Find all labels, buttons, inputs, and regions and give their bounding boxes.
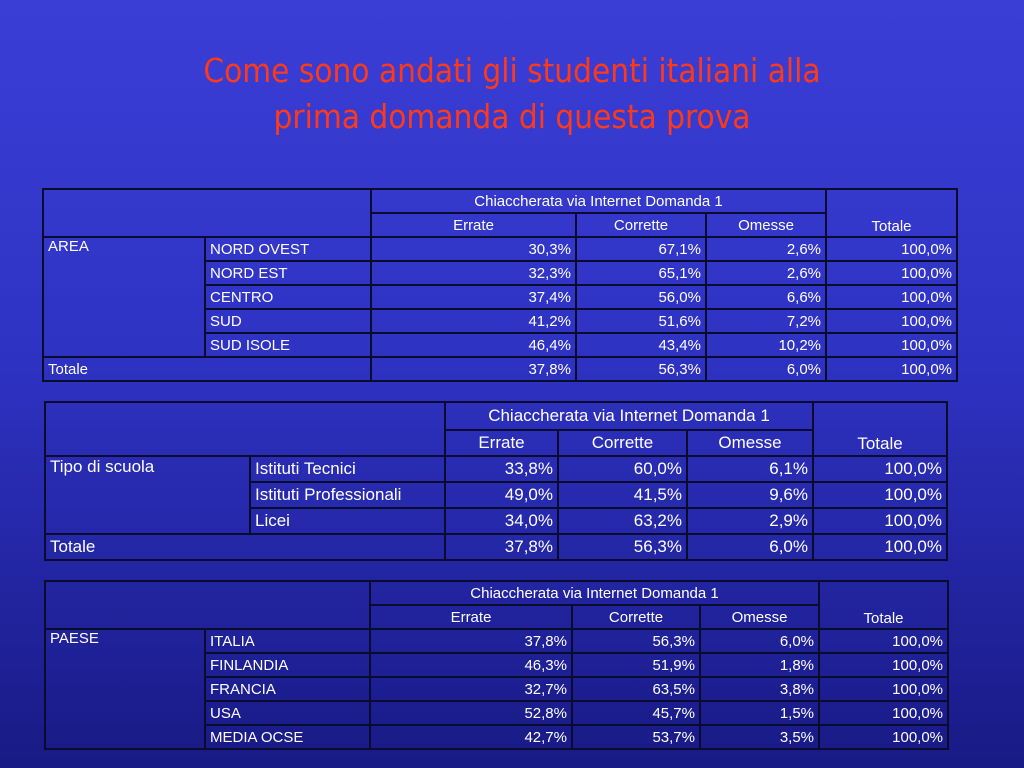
total-row bbox=[43, 357, 957, 381]
cell-corrette: 53,7% bbox=[572, 725, 700, 749]
row-label: SUD ISOLE bbox=[205, 333, 371, 357]
country-table bbox=[44, 580, 949, 750]
column-header-omesse: Omesse bbox=[700, 605, 819, 629]
total-header: Totale bbox=[819, 581, 948, 629]
cell-omesse: 9,6% bbox=[687, 482, 813, 508]
row-label: Istituti Tecnici bbox=[250, 456, 445, 482]
cell-totale: 100,0% bbox=[819, 629, 948, 653]
row-label: USA bbox=[205, 701, 370, 725]
cell-totale: 100,0% bbox=[826, 261, 957, 285]
row-label: Istituti Professionali bbox=[250, 482, 445, 508]
cell-corrette: 51,9% bbox=[572, 653, 700, 677]
cell-omesse: 3,5% bbox=[700, 725, 819, 749]
cell-omesse: 7,2% bbox=[706, 309, 826, 333]
column-header-corrette: Corrette bbox=[572, 605, 700, 629]
cell-totale: 100,0% bbox=[826, 309, 957, 333]
cell-omesse: 2,6% bbox=[706, 261, 826, 285]
slide-title bbox=[123, 48, 901, 140]
corner-cell bbox=[43, 189, 371, 237]
cell-corrette: 56,3% bbox=[558, 534, 687, 560]
cell-corrette: 60,0% bbox=[558, 456, 687, 482]
cell-totale: 100,0% bbox=[819, 701, 948, 725]
cell-omesse: 1,5% bbox=[700, 701, 819, 725]
school-type-table bbox=[44, 401, 948, 561]
cell-errate: 46,4% bbox=[371, 333, 576, 357]
cell-omesse: 6,0% bbox=[706, 357, 826, 381]
column-header-omesse: Omesse bbox=[706, 213, 826, 237]
table-header-row bbox=[43, 189, 957, 213]
column-header-errate: Errate bbox=[445, 430, 558, 456]
cell-errate: 34,0% bbox=[445, 508, 558, 534]
cell-omesse: 3,8% bbox=[700, 677, 819, 701]
row-label: MEDIA OCSE bbox=[205, 725, 370, 749]
row-label: ITALIA bbox=[205, 629, 370, 653]
group-header: Chiaccherata via Internet Domanda 1 bbox=[445, 402, 813, 430]
dimension-label: AREA bbox=[43, 237, 205, 357]
cell-errate: 37,8% bbox=[370, 629, 572, 653]
cell-omesse: 6,6% bbox=[706, 285, 826, 309]
table-row bbox=[45, 629, 948, 653]
cell-omesse: 10,2% bbox=[706, 333, 826, 357]
cell-totale: 100,0% bbox=[826, 333, 957, 357]
dimension-label: Tipo di scuola bbox=[45, 456, 250, 534]
column-header-omesse: Omesse bbox=[687, 430, 813, 456]
table-row bbox=[43, 237, 957, 261]
group-header: Chiaccherata via Internet Domanda 1 bbox=[370, 581, 819, 605]
cell-errate: 30,3% bbox=[371, 237, 576, 261]
cell-totale: 100,0% bbox=[813, 456, 947, 482]
cell-errate: 49,0% bbox=[445, 482, 558, 508]
total-header: Totale bbox=[826, 189, 957, 237]
slide-title-line-1: Come sono andati gli studenti italiani alla bbox=[203, 51, 821, 90]
cell-errate: 32,7% bbox=[370, 677, 572, 701]
row-label: NORD EST bbox=[205, 261, 371, 285]
cell-corrette: 41,5% bbox=[558, 482, 687, 508]
cell-corrette: 56,3% bbox=[576, 357, 706, 381]
cell-omesse: 6,0% bbox=[687, 534, 813, 560]
group-header: Chiaccherata via Internet Domanda 1 bbox=[371, 189, 826, 213]
cell-errate: 37,4% bbox=[371, 285, 576, 309]
table-header-row bbox=[45, 581, 948, 605]
cell-errate: 37,8% bbox=[371, 357, 576, 381]
area-table bbox=[42, 188, 958, 382]
corner-cell bbox=[45, 402, 445, 456]
cell-corrette: 63,5% bbox=[572, 677, 700, 701]
row-label: FINLANDIA bbox=[205, 653, 370, 677]
cell-totale: 100,0% bbox=[813, 534, 947, 560]
row-label: CENTRO bbox=[205, 285, 371, 309]
cell-corrette: 67,1% bbox=[576, 237, 706, 261]
cell-errate: 32,3% bbox=[371, 261, 576, 285]
cell-errate: 37,8% bbox=[445, 534, 558, 560]
cell-corrette: 63,2% bbox=[558, 508, 687, 534]
table-row bbox=[45, 456, 947, 482]
cell-totale: 100,0% bbox=[819, 653, 948, 677]
row-label: FRANCIA bbox=[205, 677, 370, 701]
cell-corrette: 56,0% bbox=[576, 285, 706, 309]
row-label: Licei bbox=[250, 508, 445, 534]
cell-corrette: 65,1% bbox=[576, 261, 706, 285]
corner-cell bbox=[45, 581, 370, 629]
cell-errate: 42,7% bbox=[370, 725, 572, 749]
cell-corrette: 45,7% bbox=[572, 701, 700, 725]
cell-errate: 46,3% bbox=[370, 653, 572, 677]
cell-totale: 100,0% bbox=[813, 508, 947, 534]
cell-errate: 33,8% bbox=[445, 456, 558, 482]
slide-title-line-2: prima domanda di questa prova bbox=[273, 97, 751, 136]
total-header: Totale bbox=[813, 402, 947, 456]
cell-omesse: 6,0% bbox=[700, 629, 819, 653]
cell-errate: 52,8% bbox=[370, 701, 572, 725]
row-label: NORD OVEST bbox=[205, 237, 371, 261]
cell-totale: 100,0% bbox=[826, 285, 957, 309]
column-header-errate: Errate bbox=[371, 213, 576, 237]
cell-omesse: 2,9% bbox=[687, 508, 813, 534]
cell-totale: 100,0% bbox=[813, 482, 947, 508]
total-row bbox=[45, 534, 947, 560]
cell-totale: 100,0% bbox=[819, 677, 948, 701]
cell-corrette: 43,4% bbox=[576, 333, 706, 357]
total-row-label: Totale bbox=[43, 357, 371, 381]
total-row-label: Totale bbox=[45, 534, 445, 560]
cell-totale: 100,0% bbox=[826, 237, 957, 261]
row-label: SUD bbox=[205, 309, 371, 333]
cell-omesse: 2,6% bbox=[706, 237, 826, 261]
cell-omesse: 1,8% bbox=[700, 653, 819, 677]
cell-totale: 100,0% bbox=[826, 357, 957, 381]
column-header-corrette: Corrette bbox=[558, 430, 687, 456]
cell-corrette: 56,3% bbox=[572, 629, 700, 653]
column-header-errate: Errate bbox=[370, 605, 572, 629]
dimension-label: PAESE bbox=[45, 629, 205, 749]
cell-totale: 100,0% bbox=[819, 725, 948, 749]
cell-corrette: 51,6% bbox=[576, 309, 706, 333]
cell-errate: 41,2% bbox=[371, 309, 576, 333]
table-header-row bbox=[45, 402, 947, 430]
cell-omesse: 6,1% bbox=[687, 456, 813, 482]
column-header-corrette: Corrette bbox=[576, 213, 706, 237]
